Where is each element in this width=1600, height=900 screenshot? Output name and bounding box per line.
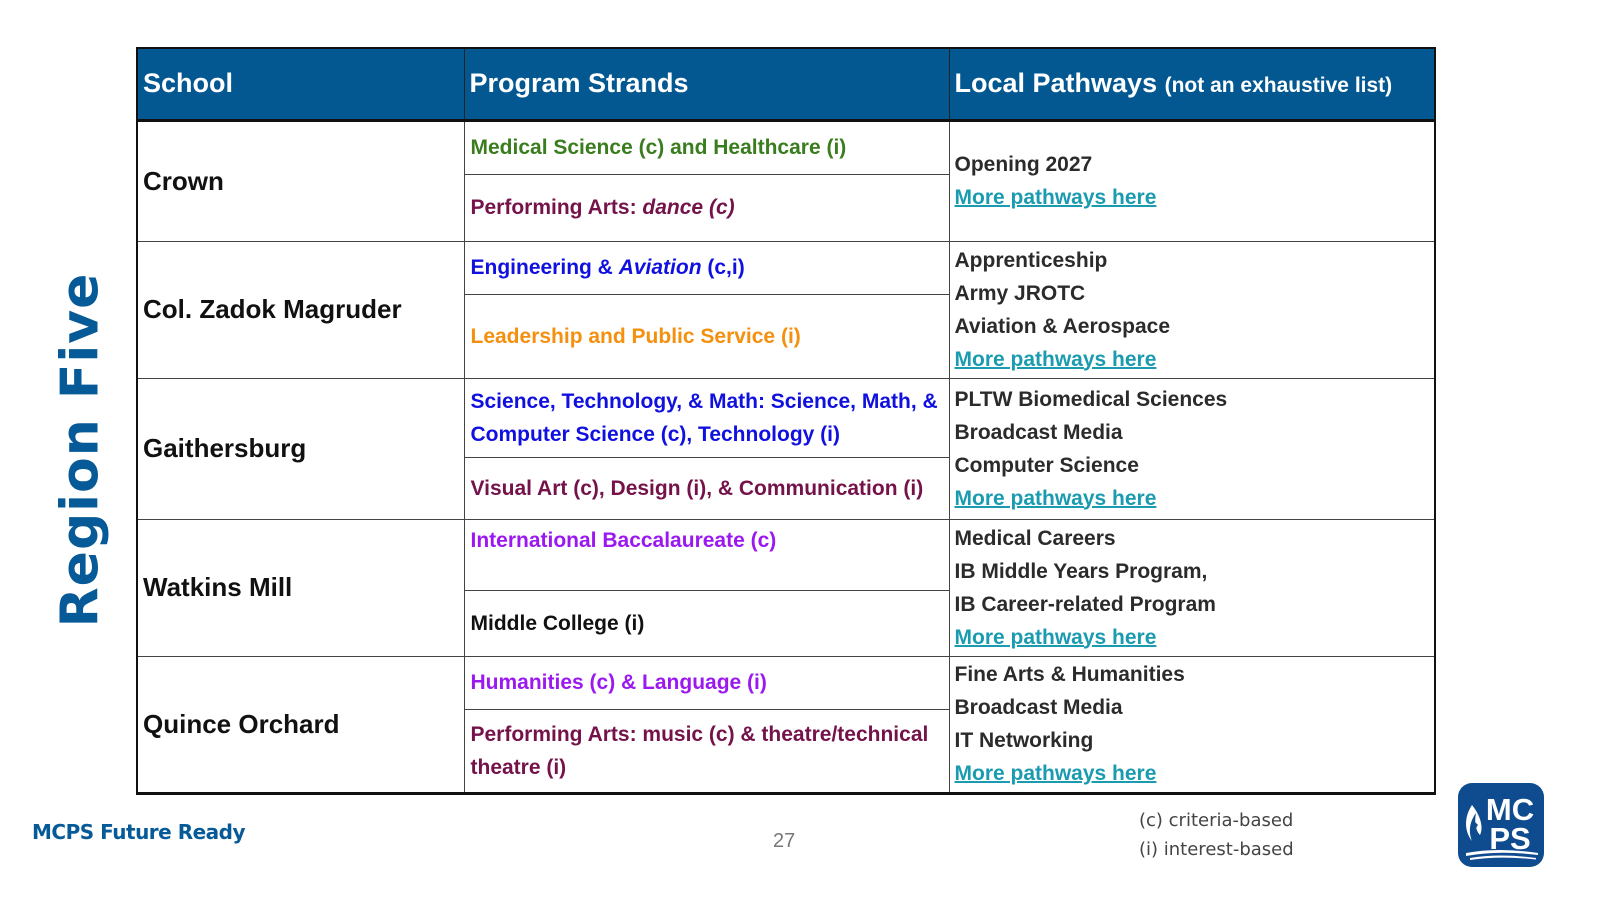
program-strand-text: Performing Arts:: [470, 196, 643, 219]
local-pathways: [949, 519, 1435, 656]
svg-text:MC: MC: [1485, 792, 1535, 827]
page-number: 27: [773, 830, 796, 852]
table-row: [137, 378, 1435, 457]
program-strand: [464, 457, 949, 519]
mcps-logo: [1458, 783, 1544, 867]
pathway-item: Broadcast Media: [954, 420, 1123, 444]
program-strand-text: Humanities (c) & Language (i): [470, 671, 767, 694]
local-pathways: [949, 241, 1435, 378]
footer-brand: MCPS Future Ready: [32, 820, 246, 844]
header-school: School: [137, 48, 464, 120]
more-pathways-link[interactable]: More pathways here: [954, 762, 1157, 785]
program-strand: [464, 590, 949, 656]
program-strand: [464, 294, 949, 378]
program-strand-text: Leadership and Public Service (i): [470, 324, 801, 348]
header-local-pathways: Local Pathways (not an exhaustive list): [949, 48, 1435, 120]
local-pathways: [949, 120, 1435, 241]
program-strand-text: Performing Arts: music (c) & theatre/technical theatre (i): [470, 722, 929, 779]
pathway-item: IB Middle Years Program,: [954, 559, 1208, 583]
table-row: [137, 241, 1435, 294]
program-strand-text: Aviation: [618, 256, 702, 279]
program-strand-text: Engineering &: [470, 256, 619, 279]
local-pathways: [949, 378, 1435, 519]
school-name: Col. Zadok Magruder: [137, 241, 464, 378]
more-pathways-link[interactable]: More pathways here: [954, 486, 1157, 510]
program-strand: [464, 241, 949, 294]
mcps-logo-icon: [1458, 783, 1544, 867]
program-strand-text: Science, Technology, & Math: Science, Math, & Computer Science (c), Technology (i): [470, 389, 938, 446]
program-strand: [464, 519, 949, 590]
pathway-item: IB Career-related Program: [954, 592, 1216, 616]
table-row: [137, 120, 1435, 174]
local-pathways: [949, 656, 1435, 793]
pathway-item: Army JROTC: [954, 281, 1086, 305]
more-pathways-link[interactable]: More pathways here: [954, 186, 1157, 209]
school-name: Watkins Mill: [137, 519, 464, 656]
pathway-item: Aviation & Aerospace: [954, 314, 1171, 338]
pathway-item: IT Networking: [954, 729, 1094, 752]
program-strand: [464, 120, 949, 174]
pathway-item: Computer Science: [954, 453, 1139, 477]
program-strand-text: Visual Art (c), Design (i), & Communication (i): [470, 476, 924, 500]
pathway-item: Apprenticeship: [954, 248, 1108, 272]
program-strand-text: (c,i): [701, 256, 745, 279]
program-strand: [464, 174, 949, 241]
pathway-item: Opening 2027: [954, 153, 1093, 176]
legend-interest: (i) interest-based: [1139, 839, 1294, 860]
program-strand-text: dance (c): [642, 196, 735, 219]
legend-criteria: (c) criteria-based: [1139, 810, 1294, 831]
pathway-item: Medical Careers: [954, 526, 1116, 550]
table-header-row: [137, 48, 1435, 120]
more-pathways-link[interactable]: More pathways here: [954, 347, 1157, 371]
school-programs-table: [136, 47, 1436, 795]
pathway-item: PLTW Biomedical Sciences: [954, 387, 1228, 411]
header-pathways-note: (not an exhaustive list): [1164, 74, 1393, 98]
svg-text:PS: PS: [1489, 821, 1531, 856]
school-name: Quince Orchard: [137, 656, 464, 793]
region-label: [50, 272, 110, 628]
school-name: Crown: [137, 120, 464, 241]
program-strand-text: Medical Science (c) and Healthcare (i): [470, 136, 847, 159]
program-strand-text: Middle College (i): [470, 611, 645, 635]
program-strand: [464, 378, 949, 457]
table-row: [137, 656, 1435, 709]
program-strand-text: International Baccalaureate (c): [470, 528, 777, 552]
more-pathways-link[interactable]: More pathways here: [954, 625, 1157, 649]
pathway-item: Broadcast Media: [954, 696, 1123, 719]
table-body: [137, 120, 1435, 793]
program-strand: [464, 656, 949, 709]
pathway-item: Fine Arts & Humanities: [954, 663, 1185, 686]
legend: [1139, 806, 1294, 864]
program-strand: [464, 709, 949, 793]
region-title: Region Five: [50, 272, 110, 628]
table-row: [137, 519, 1435, 590]
school-name: Gaithersburg: [137, 378, 464, 519]
header-program-strands: Program Strands: [464, 48, 949, 120]
